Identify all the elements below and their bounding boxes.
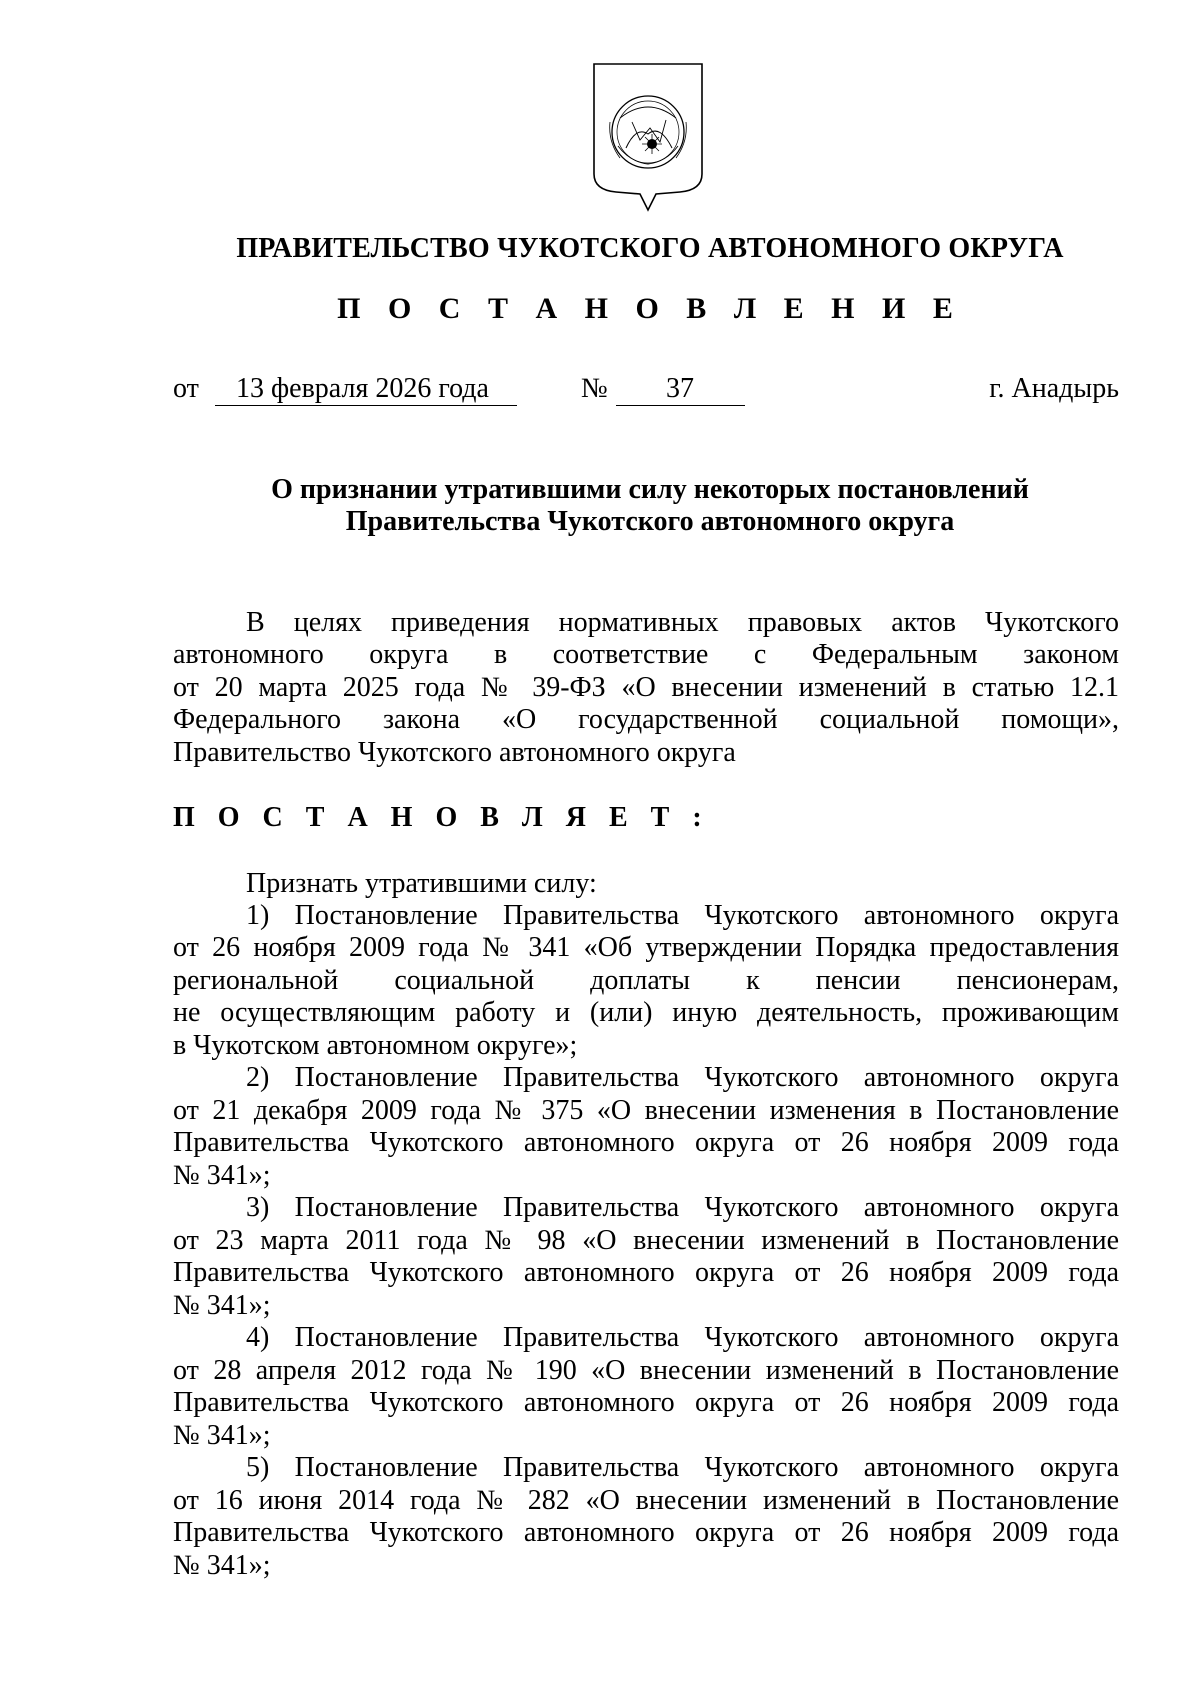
preamble-line: от 20 марта 2025 года № 39-ФЗ «О внесении изменений в статью 12.1: [173, 672, 1119, 703]
preamble-line: Федерального закона «О государственной социальной помощи»,: [173, 704, 1119, 735]
preamble-line: автономного округа в соответствие с Федеральным законом: [173, 639, 1119, 670]
item-line: 2) Постановление Правительства Чукотского автономного округа: [246, 1062, 1119, 1093]
number-underline: [616, 405, 745, 406]
coat-of-arms-emblem: [590, 62, 706, 212]
item-line: № 341»;: [173, 1420, 271, 1451]
document-city: г. Анадырь: [989, 373, 1119, 404]
government-title: ПРАВИТЕЛЬСТВО ЧУКОТСКОГО АВТОНОМНОГО ОКРУГА: [236, 233, 1064, 264]
intro-line: Признать утратившими силу:: [246, 868, 597, 899]
item-line: от 21 декабря 2009 года № 375 «О внесении изменения в Постановление: [173, 1095, 1119, 1126]
item-line: Правительства Чукотского автономного округа от 26 ноября 2009 года: [173, 1257, 1119, 1288]
item-line: 4) Постановление Правительства Чукотского автономного округа: [246, 1322, 1119, 1353]
item-line: № 341»;: [173, 1290, 271, 1321]
item-line: от 23 марта 2011 года № 98 «О внесении изменений в Постановление: [173, 1225, 1119, 1256]
preamble-line: В целях приведения нормативных правовых актов Чукотского: [246, 607, 1119, 638]
item-line: Правительства Чукотского автономного округа от 26 ноября 2009 года: [173, 1517, 1119, 1548]
item-line: 1) Постановление Правительства Чукотского автономного округа: [246, 900, 1119, 931]
item-line: Правительства Чукотского автономного округа от 26 ноября 2009 года: [173, 1127, 1119, 1158]
subject-line: О признании утратившими силу некоторых постановлений: [271, 474, 1029, 505]
item-line: 5) Постановление Правительства Чукотского автономного округа: [246, 1452, 1119, 1483]
item-line: от 26 ноября 2009 года № 341 «Об утверждении Порядка предоставления: [173, 932, 1119, 963]
item-line: в Чукотском автономном округе»;: [173, 1030, 578, 1061]
item-line: № 341»;: [173, 1550, 271, 1581]
document-type-title: П О С Т А Н О В Л Е Н И Е: [337, 292, 963, 325]
document-date: 13 февраля 2026 года: [236, 373, 489, 404]
item-line: от 16 июня 2014 года № 282 «О внесении изменений в Постановление: [173, 1485, 1119, 1516]
number-label: №: [581, 373, 608, 404]
document-number: 37: [666, 373, 694, 404]
date-underline: [215, 405, 517, 406]
subject-line: Правительства Чукотского автономного округа: [345, 506, 955, 537]
resolves-heading: П О С Т А Н О В Л Я Е Т :: [173, 802, 710, 833]
preamble-line: Правительство Чукотского автономного округа: [173, 737, 736, 768]
document-subject: [50, 474, 1200, 538]
item-line: № 341»;: [173, 1160, 271, 1191]
item-line: 3) Постановление Правительства Чукотского автономного округа: [246, 1192, 1119, 1223]
from-label: от: [173, 373, 199, 404]
item-line: Правительства Чукотского автономного округа от 26 ноября 2009 года: [173, 1387, 1119, 1418]
item-line: от 28 апреля 2012 года № 190 «О внесении изменений в Постановление: [173, 1355, 1119, 1386]
item-line: региональной социальной доплаты к пенсии пенсионерам,: [173, 965, 1119, 996]
item-line: не осуществляющим работу и (или) иную деятельность, проживающим: [173, 997, 1119, 1028]
